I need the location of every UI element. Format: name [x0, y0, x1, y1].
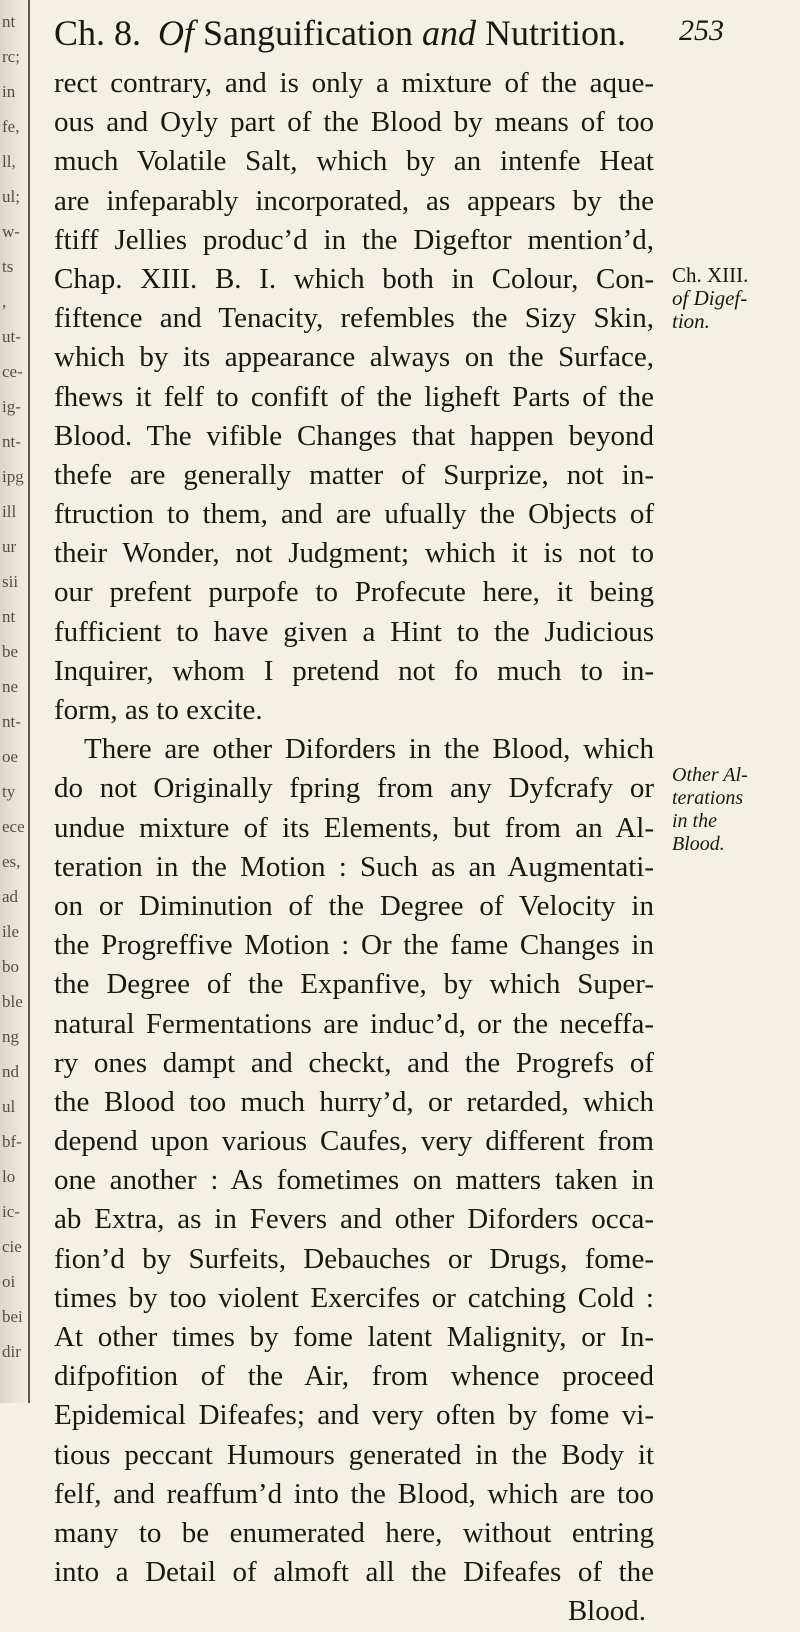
gutter-fragment: bei	[2, 1307, 23, 1326]
margin-note-line: Other Al-	[672, 764, 748, 786]
text-line: thefe are generally matter of Surprize, not in-	[54, 458, 654, 491]
gutter-fragment: ty	[2, 782, 16, 801]
gutter-fragment: cie	[2, 1237, 22, 1256]
text-line: on or Diminution of the Degree of Velocity in	[54, 889, 654, 922]
margin-note-alterations	[672, 764, 796, 856]
text-line: into a Detail of almoft all the Difeafes of the	[54, 1556, 654, 1589]
title-nutrition: Nutrition.	[484, 13, 626, 53]
gutter-fragment: bf-	[2, 1132, 22, 1151]
gutter-fragment: ng	[2, 1027, 19, 1046]
gutter-fragment: lo	[2, 1167, 16, 1186]
gutter-fragment: es,	[2, 852, 21, 871]
text-line: the Degree of the Expanfive, by which Super-	[54, 968, 654, 1001]
gutter-fragment: bo	[2, 957, 19, 976]
text-line: natural Fermentations are induc’d, or the neceffa-	[54, 1007, 654, 1040]
text-line: their Wonder, not Judgment; which it is not to	[54, 537, 654, 570]
text-line: fiftence and Tenacity, refembles the Sizy Skin,	[54, 302, 654, 335]
text-line: ry ones dampt and checkt, and the Progrefs of	[54, 1046, 654, 1079]
text-line: times by too violent Exercifes or catching Cold :	[54, 1281, 654, 1314]
title-and: and	[421, 13, 476, 53]
text-line: one another : As fometimes on matters taken in	[54, 1164, 654, 1197]
gutter-fragment: ul	[2, 1097, 16, 1116]
text-line: our prefent purpofe to Profecute here, it being	[54, 576, 654, 609]
gutter-fragment: nt	[2, 12, 16, 31]
gutter-fragment: ic-	[2, 1202, 20, 1221]
margin-note-line: Ch. XIII.	[672, 263, 749, 287]
gutter-fragment: nt-	[2, 712, 21, 731]
gutter-fragment: ble	[2, 992, 23, 1011]
text-line: teration in the Motion : Such as an Augmentati-	[54, 850, 654, 883]
text-line: undue mixture of its Elements, but from an Al-	[54, 811, 654, 844]
text-line: Blood.	[567, 1595, 646, 1628]
gutter-fragment: ll,	[2, 152, 16, 171]
text-line: ab Extra, as in Fevers and other Diforders occa-	[54, 1203, 654, 1236]
gutter-fragment: nt	[2, 607, 16, 626]
gutter-fragment: w-	[2, 222, 20, 241]
text-line: Blood. The vifible Changes that happen beyond	[54, 419, 654, 452]
gutter-fragment: ig-	[2, 397, 21, 416]
margin-note-line: Blood.	[672, 833, 725, 855]
gutter-fragment: oi	[2, 1272, 16, 1291]
running-title	[158, 12, 626, 54]
binding-edge-rule	[28, 0, 30, 1403]
text-line: difpofition of the Air, from whence proceed	[54, 1360, 654, 1393]
gutter-fragment: nt-	[2, 432, 21, 451]
text-line: form, as to excite.	[54, 694, 263, 726]
gutter-fragment: nd	[2, 1062, 19, 1081]
gutter-fragment: ts	[2, 257, 14, 276]
margin-note-line: in the	[672, 810, 717, 832]
running-header	[54, 8, 724, 58]
gutter-fragment: ,	[2, 292, 7, 311]
text-line: ftruction to them, and are ufually the Objects of	[54, 498, 654, 531]
gutter-fragment: be	[2, 642, 19, 661]
gutter-fragment: rc;	[2, 47, 20, 66]
text-line: ftiff Jellies produc’d in the Digeftor mention’d,	[54, 223, 654, 256]
gutter-fragment: dir	[2, 1342, 21, 1361]
text-line: do not Originally fpring from any Dyfcrafy or	[54, 772, 654, 805]
gutter-fragment: ur	[2, 537, 17, 556]
title-of: Of	[158, 13, 194, 53]
text-line: which by its appearance always on the Surface,	[54, 341, 654, 374]
text-line: fufficient to have given a Hint to the Judicious	[54, 615, 654, 648]
text-line: depend upon various Caufes, very different from	[54, 1125, 654, 1158]
text-line: the Blood too much hurry’d, or retarded, which	[54, 1085, 654, 1118]
page-number: 253	[679, 14, 724, 47]
text-line: Inquirer, whom I pretend not fo much to in-	[54, 654, 654, 687]
text-line: fion’d by Surfeits, Debauches or Drugs, fome-	[54, 1242, 654, 1275]
gutter-fragment: oe	[2, 747, 19, 766]
chapter-label: Ch. 8.	[54, 13, 142, 53]
margin-note-line: terations	[672, 787, 744, 809]
text-line: Epidemical Difeafes; and very often by fome vi-	[54, 1399, 654, 1432]
gutter-fragment: ile	[2, 922, 19, 941]
gutter-fragment: in	[2, 82, 16, 101]
text-line: ous and Oyly part of the Blood by means of too	[54, 106, 654, 139]
gutter-fragment: ipg	[2, 467, 24, 486]
text-line: are infeparably incorporated, as appears by the	[54, 184, 654, 217]
gutter-fragment: ad	[2, 887, 19, 906]
text-line: many to be enumerated here, without entring	[54, 1516, 654, 1549]
text-line: much Volatile Salt, which by an intenfe Heat	[54, 145, 654, 178]
gutter-fragment: sii	[2, 572, 19, 591]
text-line: tious peccant Humours generated in the Body it	[54, 1438, 654, 1471]
gutter-fragment: ece	[2, 817, 25, 836]
gutter-fragment: ill	[2, 502, 17, 521]
text-line: rect contrary, and is only a mixture of the aque-	[54, 67, 654, 99]
gutter-fragment: ut-	[2, 327, 21, 346]
text-line: At other times by fome latent Malignity, or In-	[54, 1321, 654, 1353]
gutter-fragment: ce-	[2, 362, 23, 381]
text-line: the Progreffive Motion : Or the fame Changes in	[54, 929, 654, 962]
text-line: There are other Diforders in the Blood, which	[84, 733, 654, 766]
title-sanguification: Sanguification	[203, 13, 413, 53]
margin-note-line: tion.	[672, 309, 710, 333]
gutter-fragment: fe,	[2, 117, 20, 136]
margin-note-digestion	[672, 264, 796, 333]
gutter-fragment: ul;	[2, 187, 20, 206]
text-line: fhews it felf to confift of the ligheft Parts of the	[54, 380, 654, 413]
text-line: felf, and reaffum’d into the Blood, which are too	[54, 1477, 654, 1510]
text-line: Chap. XIII. B. I. which both in Colour, Con-	[54, 262, 654, 295]
gutter-fragment: ne	[2, 677, 19, 696]
margin-note-line: of Digef-	[672, 286, 748, 310]
body-text	[54, 64, 654, 1632]
